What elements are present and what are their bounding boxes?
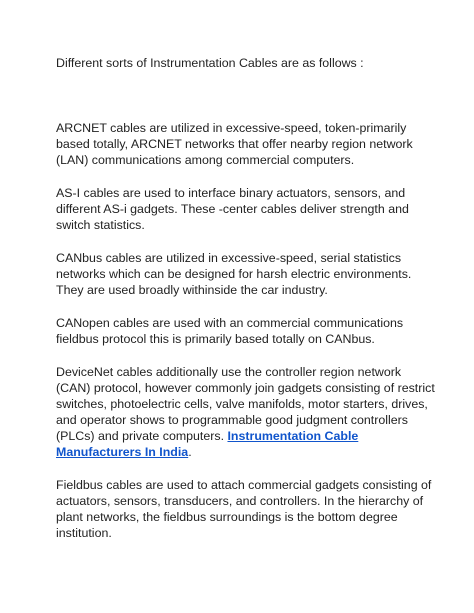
document-body xyxy=(56,120,436,558)
paragraph-devicenet xyxy=(56,364,436,460)
paragraph-as-i: AS-I cables are used to interface binary actuators, sensors, and different AS-i gadgets. These -center cables deliver strength and switch statistics. xyxy=(56,186,409,232)
paragraph-canbus: CANbus cables are utilized in excessive-speed, serial statistics networks which can be designed for harsh electric environments. They are used broadly withinside the car industry. xyxy=(56,251,412,297)
document-heading: Different sorts of Instrumentation Cables are as follows : xyxy=(56,56,364,70)
paragraph-devicenet-text: DeviceNet cables additionally use the controller region network (CAN) protocol, however commonly join gadgets consisting of restrict switches, photoelectric cells, valve manifolds, motor starters, drives, and operator shows to programmable good judgment controllers (PLCs) and private computers. xyxy=(56,365,435,443)
paragraph-arcnet: ARCNET cables are utilized in excessive-speed, token-primarily based totally, ARCNET networks that offer nearby region network (LAN) communications among commercial computers. xyxy=(56,121,413,167)
instrumentation-cable-manufacturers-link[interactable]: Instrumentation Cable Manufacturers In India xyxy=(56,429,359,459)
paragraph-devicenet-period: . xyxy=(188,445,192,459)
paragraph-fieldbus: Fieldbus cables are used to attach commercial gadgets consisting of actuators, sensors, transducers, and controllers. In the hierarchy of plant networks, the fieldbus surroundings is the bottom degree institution. xyxy=(56,478,432,540)
paragraph-canopen: CANopen cables are used with an commercial communications fieldbus protocol this is primarily based totally on CANbus. xyxy=(56,316,404,346)
